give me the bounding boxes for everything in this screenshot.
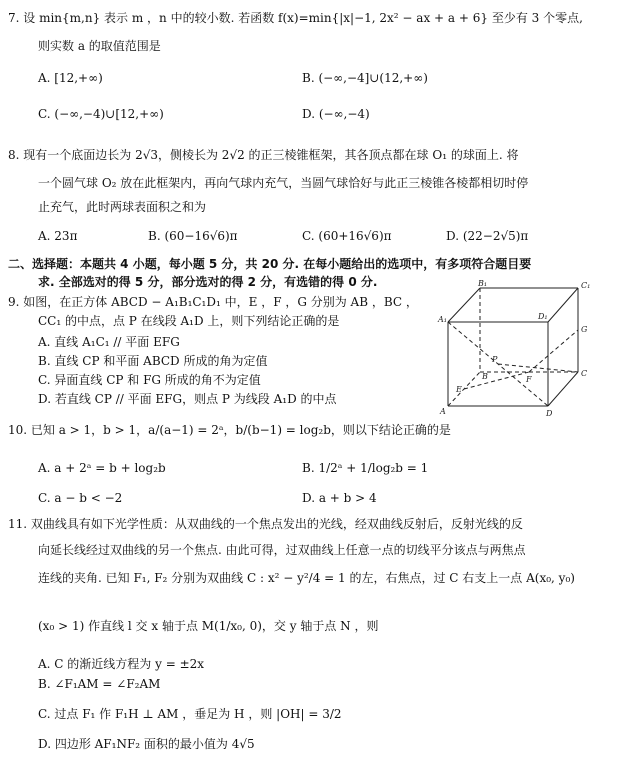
segment-f-g — [529, 330, 578, 372]
q10-stem: 10. 已知 a > 1，b > 1，a/(a−1) = 2ᵃ，b/(b−1) = log₂b，则以下结论正确的是 — [8, 423, 451, 437]
q11-stem-line4: (x₀ > 1) 作直线 l 交 x 轴于点 M(1/x₀, 0)，交 y 轴于点 N ，则 — [38, 619, 379, 633]
q9-option-b: B. 直线 CP 和平面 ABCD 所成的角为定值 — [38, 354, 268, 368]
q9-option-c: C. 异面直线 CP 和 FG 所成的角不为定值 — [38, 373, 261, 387]
q8-stem-line3: 止充气，此时两球表面积之和为 — [38, 200, 207, 214]
segment-p-c — [498, 364, 578, 372]
cube-figure — [436, 280, 612, 420]
label-b1: B₁ — [478, 280, 488, 288]
q8-option-d: D. (22−2√5)π — [446, 229, 529, 243]
q7-option-c: C. (−∞,−4)∪[12,+∞) — [38, 107, 164, 121]
section2-heading-line1: 二、选择题：本题共 4 小题，每小题 5 分，共 20 分. 在每小题给出的选项中，有多项符合题目要 — [8, 257, 532, 271]
q7-option-b: B. (−∞,−4]∪(12,+∞) — [302, 71, 428, 85]
q8-stem-line2: 一个圆气球 O₂ 放在此框架内，再向气球内充气，当圆气球恰好与此正三棱锥各棱都相切时停 — [38, 176, 529, 190]
label-a1: A₁ — [438, 315, 447, 324]
q10-option-c: C. a − b < −2 — [38, 491, 123, 505]
label-b: B — [482, 372, 488, 381]
q7-stem-line1: 7. 设 min{m,n} 表示 m ，n 中的较小数. 若函数 f(x)=min{|x|−1, 2x² − ax + a + 6} 至少有 3 个零点, — [8, 11, 583, 25]
edge-d1-c1 — [548, 288, 578, 322]
q11-stem-line2: 向延长线经过双曲线的另一个焦点. 由此可得，过双曲线上任意一点的切线平分该点与两焦点 — [38, 543, 526, 557]
q9-option-a: A. 直线 A₁C₁ // 平面 EFG — [38, 335, 180, 349]
q11-option-b: B. ∠F₁AM = ∠F₂AM — [38, 677, 161, 691]
q8-option-b: B. (60−16√6)π — [148, 229, 238, 243]
label-c: C — [581, 369, 588, 378]
label-g: G — [581, 325, 588, 334]
label-d: D — [546, 409, 553, 418]
q11-stem-line1: 11. 双曲线具有如下光学性质：从双曲线的一个焦点发出的光线，经双曲线反射后，反射光线的反 — [8, 517, 523, 531]
label-c1: C₁ — [581, 281, 591, 290]
q9-stem-line1: 9. 如图，在正方体 ABCD − A₁B₁C₁D₁ 中，E ，F ，G 分别为 AB ，BC ， — [8, 295, 418, 309]
label-f: F — [526, 375, 532, 384]
q10-option-a: A. a + 2ᵃ = b + log₂b — [38, 461, 166, 475]
edge-a1-b1 — [448, 288, 480, 322]
q9-stem-line2: CC₁ 的中点，点 P 在线段 A₁D 上，则下列结论正确的是 — [38, 314, 340, 328]
edge-d-c — [548, 372, 578, 406]
q7-option-a: A. [12,+∞) — [38, 71, 103, 85]
segment-e-f — [464, 372, 529, 389]
q8-option-a: A. 23π — [38, 229, 78, 243]
q8-stem-line1: 8. 现有一个底面边长为 2√3，侧棱长为 2√2 的正三棱锥框架，其各顶点都在球 O₁ 的球面上. 将 — [8, 148, 519, 162]
q9-option-d: D. 若直线 CP // 平面 EFG，则点 P 为线段 A₁D 的中点 — [38, 392, 337, 406]
q11-stem-line3: 连线的夹角. 已知 F₁, F₂ 分别为双曲线 C : x² − y²/4 = 1 的左，右焦点，过 C 右支上一点 A(x₀, y₀) — [38, 571, 575, 585]
label-d1: D₁ — [538, 312, 548, 321]
q8-option-c: C. (60+16√6)π — [302, 229, 392, 243]
q7-option-d: D. (−∞,−4) — [302, 107, 370, 121]
q7-stem-line2: 则实数 a 的取值范围是 — [38, 39, 161, 53]
q11-option-d: D. 四边形 AF₁NF₂ 面积的最小值为 4√5 — [38, 737, 255, 751]
label-p: P — [492, 355, 498, 364]
q10-option-b: B. 1/2ᵃ + 1/log₂b = 1 — [302, 461, 429, 475]
label-a: A — [440, 407, 446, 416]
q10-option-d: D. a + b > 4 — [302, 491, 377, 505]
q11-option-a: A. C 的渐近线方程为 y = ±2x — [38, 657, 205, 671]
q11-option-c: C. 过点 F₁ 作 F₁H ⊥ AM ，垂足为 H ，则 |OH| = 3/2 — [38, 707, 342, 721]
section2-heading-line2: 求. 全部选对的得 5 分，部分选对的得 2 分，有选错的得 0 分. — [38, 275, 378, 289]
label-e: E — [456, 385, 462, 394]
